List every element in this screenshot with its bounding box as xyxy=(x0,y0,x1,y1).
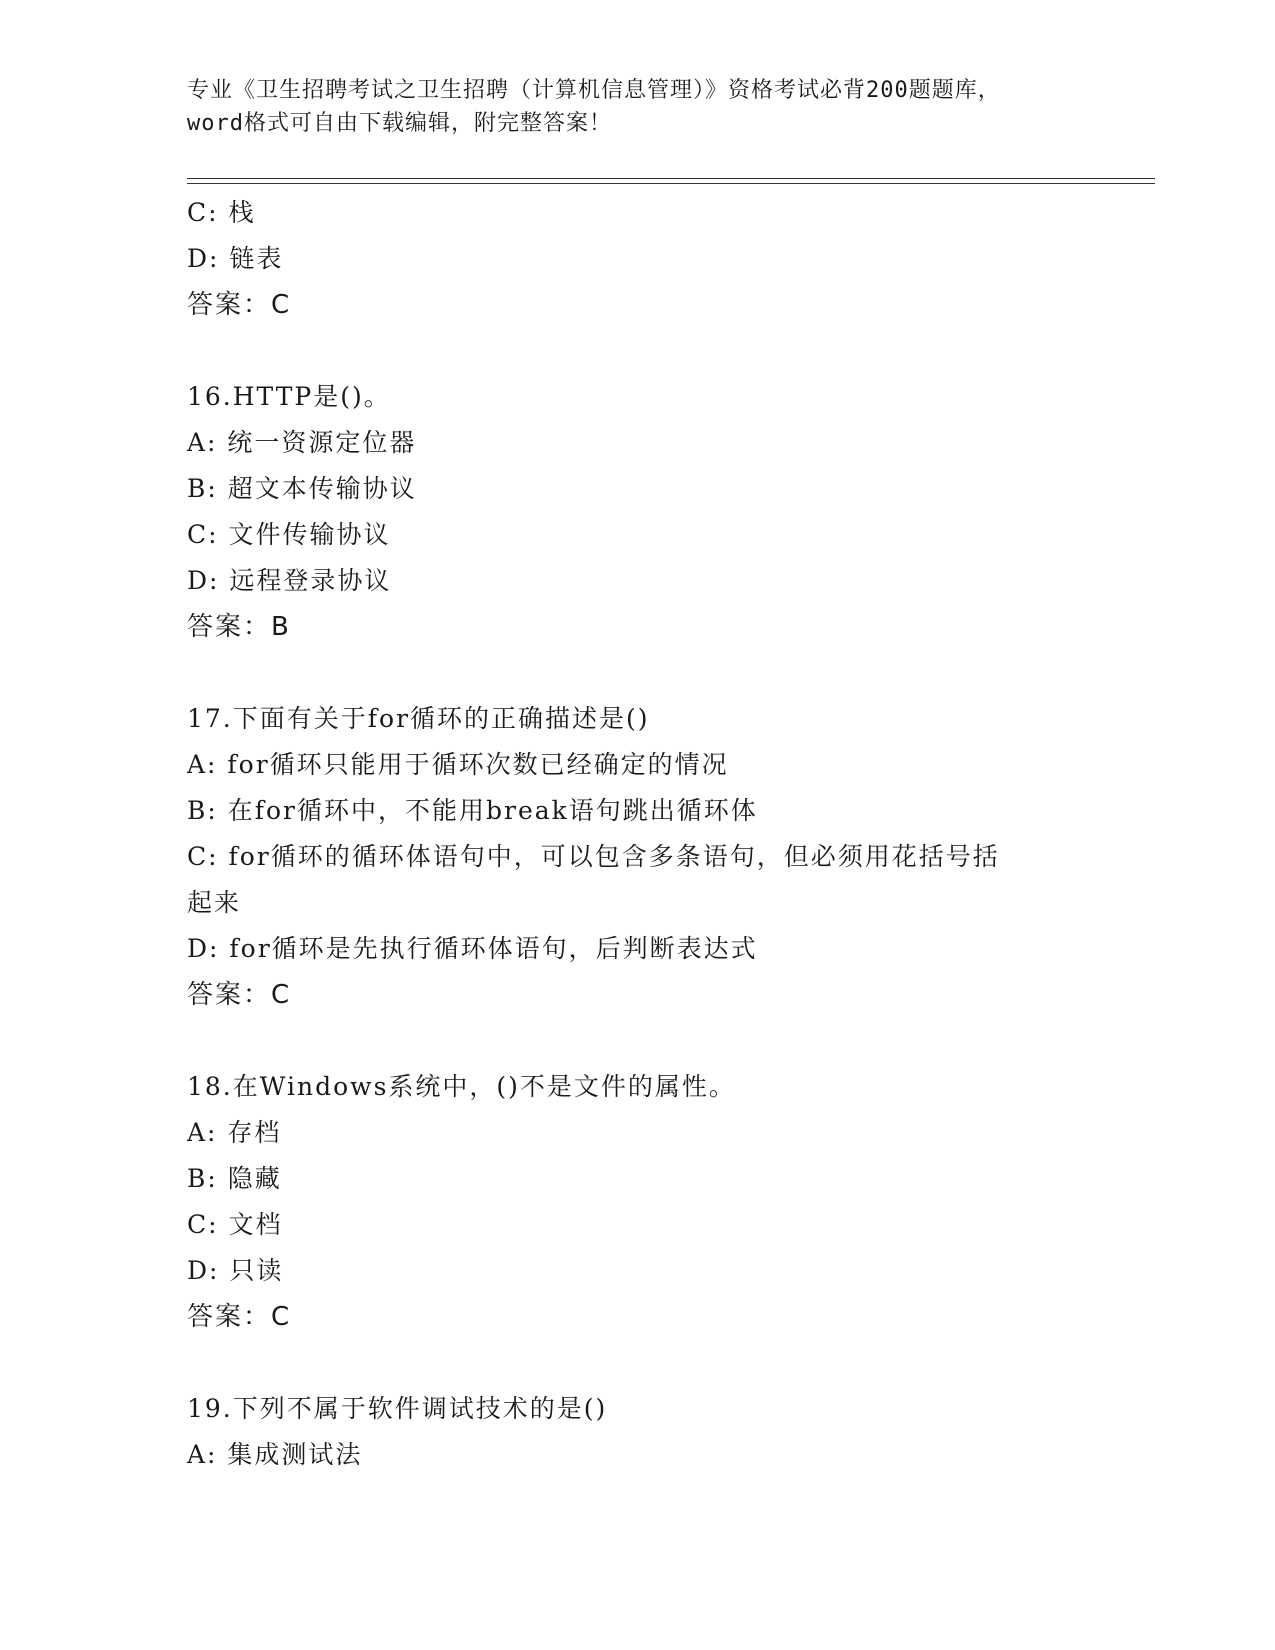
spacer xyxy=(187,650,1087,696)
header-divider-bottom xyxy=(187,183,1155,184)
question-stem: 17.下面有关于for循环的正确描述是() xyxy=(187,704,650,733)
question-17 xyxy=(187,696,1087,1018)
question-18 xyxy=(187,1064,1087,1340)
option-d: D: 链表 xyxy=(187,244,284,273)
option-d: D: 只读 xyxy=(187,1256,284,1285)
question-stem: 19.下列不属于软件调试技术的是() xyxy=(187,1394,608,1423)
question-19 xyxy=(187,1386,1087,1478)
question-stem: 18.在Windows系统中，()不是文件的属性。 xyxy=(187,1072,736,1101)
question-list xyxy=(187,190,1087,1478)
option-c: C: 文件传输协议 xyxy=(187,520,391,549)
option-d: D: 远程登录协议 xyxy=(187,566,392,595)
option-d: D: for循环是先执行循环体语句，后判断表达式 xyxy=(187,934,758,963)
option-a: A: for循环只能用于循环次数已经确定的情况 xyxy=(187,750,729,779)
answer-line: 答案：B xyxy=(187,612,291,642)
option-a: A: 存档 xyxy=(187,1118,282,1147)
option-c-line-2: 起来 xyxy=(187,888,242,917)
header-line-2: word格式可自由下载编辑，附完整答案！ xyxy=(187,111,612,136)
spacer xyxy=(187,328,1087,374)
header-divider-top xyxy=(187,178,1155,179)
option-b: B: 隐藏 xyxy=(187,1164,282,1193)
option-a: A: 统一资源定位器 xyxy=(187,428,417,457)
answer-line: 答案：C xyxy=(187,980,292,1010)
document-header xyxy=(187,74,1087,140)
option-b: B: 在for循环中，不能用break语句跳出循环体 xyxy=(187,796,758,825)
option-c-line-1: C: for循环的循环体语句中，可以包含多条语句，但必须用花括号括 xyxy=(187,842,1000,871)
option-c: C: 文档 xyxy=(187,1210,283,1239)
question-15-tail xyxy=(187,190,1087,328)
option-a: A: 集成测试法 xyxy=(187,1440,363,1469)
option-b: B: 超文本传输协议 xyxy=(187,474,417,503)
question-16 xyxy=(187,374,1087,650)
option-c: C: 栈 xyxy=(187,198,256,227)
header-line-1: 专业《卫生招聘考试之卫生招聘（计算机信息管理）》资格考试必背200题题库， xyxy=(187,78,1001,103)
spacer xyxy=(187,1018,1087,1064)
answer-line: 答案：C xyxy=(187,1302,292,1332)
spacer xyxy=(187,1340,1087,1386)
answer-line: 答案：C xyxy=(187,290,292,320)
question-stem: 16.HTTP是()。 xyxy=(187,382,391,411)
